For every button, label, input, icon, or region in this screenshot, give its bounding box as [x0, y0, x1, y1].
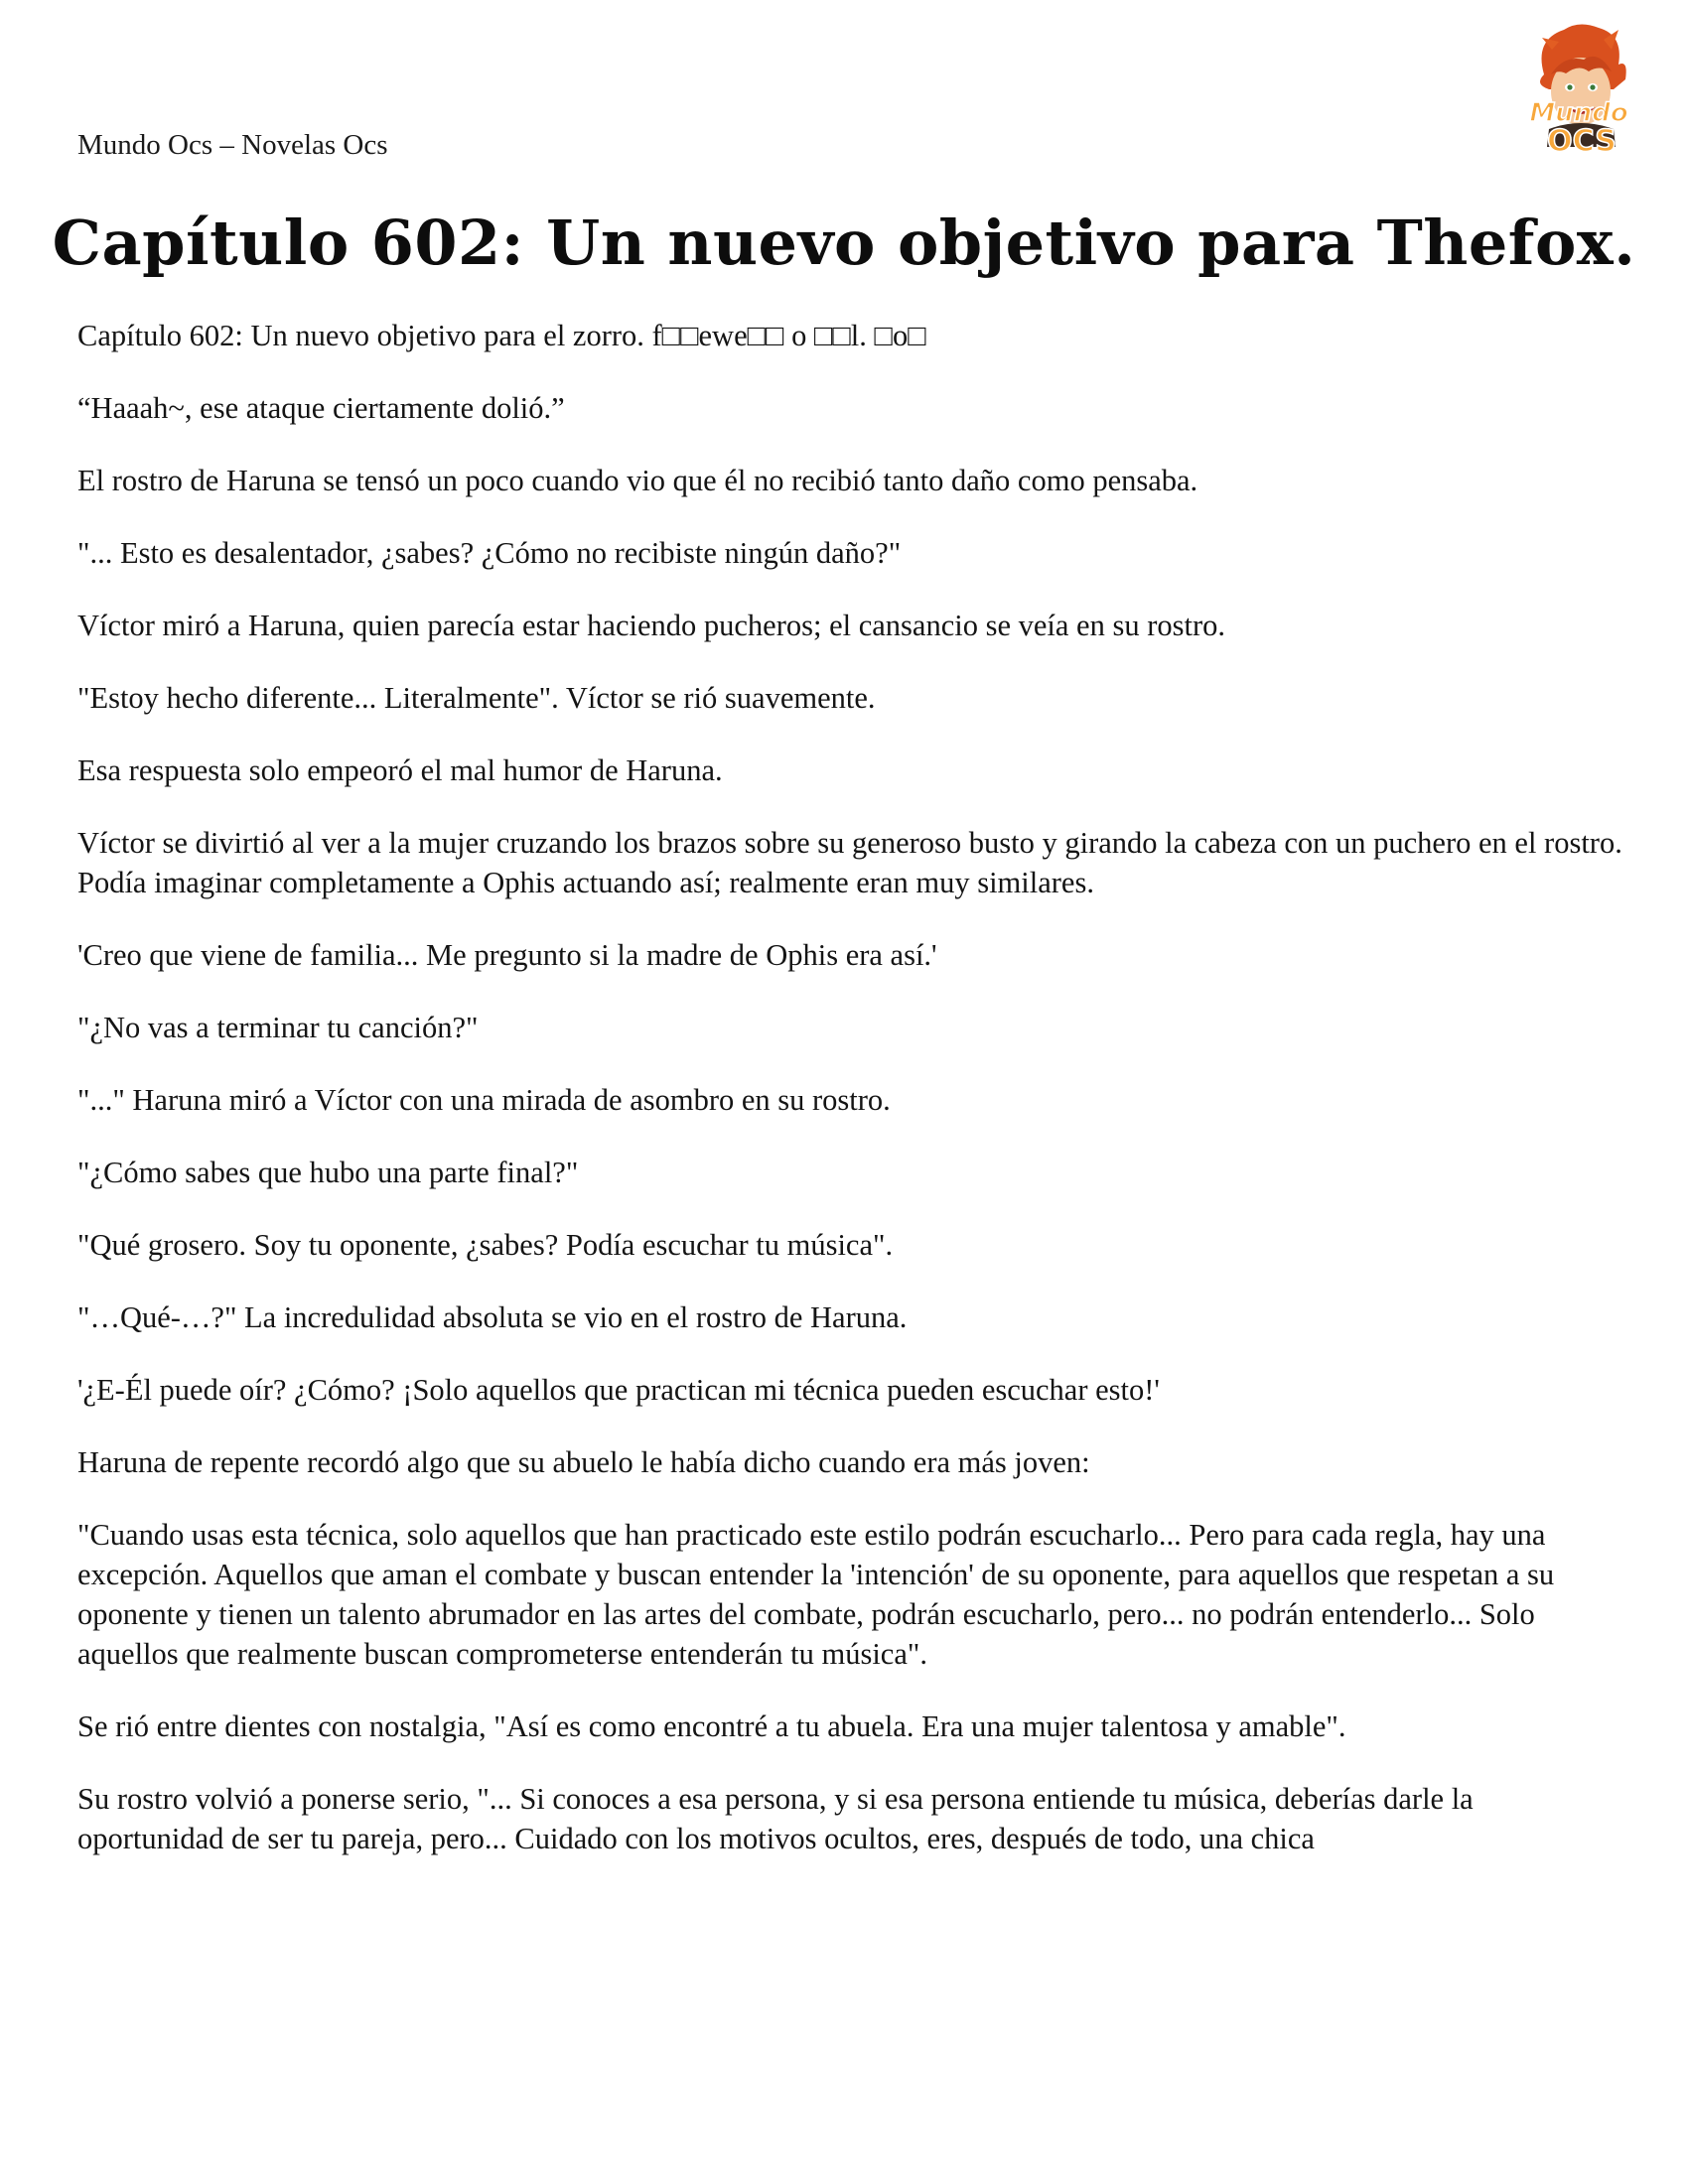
paragraph: 'Creo que viene de familia... Me pregunto si la madre de Ophis era así.' [77, 938, 937, 972]
paragraph: "..." Haruna miró a Víctor con una mirada de asombro en su rostro. [77, 1083, 891, 1117]
paragraph: Su rostro volvió a ponerse serio, "... Si conoces a esa persona, y si esa persona entiende tu música, deberías darle la oportunidad de ser tu pareja, pero... Cuidado con los motivos ocultos, eres, después de todo, una chica [77, 1782, 1474, 1855]
chapter-body [77, 316, 1626, 1891]
paragraph: "¿No vas a terminar tu canción?" [77, 1011, 479, 1044]
paragraph: Capítulo 602: Un nuevo objetivo para el zorro. f□□ewe□□ o □□l. □o□ [77, 319, 926, 352]
paragraph: '¿E-Él puede oír? ¿Cómo? ¡Solo aquellos que practican mi técnica pueden escuchar esto!' [77, 1373, 1160, 1407]
paragraph: Víctor se divirtió al ver a la mujer cruzando los brazos sobre su generoso busto y girando la cabeza con un puchero en el rostro. Podía imaginar completamente a Ophis actuando así; realmente eran muy similares. [77, 826, 1622, 899]
paragraph: “Haaah~, ese ataque ciertamente dolió.” [77, 391, 565, 425]
paragraph: "Cuando usas esta técnica, solo aquellos que han practicado este estilo podrán escucharlo... Pero para cada regla, hay una excepción. Aquellos que aman el combate y buscan entender la 'intención' de su oponente, para aquellos que respetan a su oponente y tienen un talento abrumador en las artes del combate, podrán escucharlo, pero... no podrán entenderlo... Solo aquellos que realmente buscan comprometerse entenderán tu música". [77, 1518, 1555, 1671]
paragraph: "... Esto es desalentador, ¿sabes? ¿Cómo no recibiste ningún daño?" [77, 536, 902, 570]
paragraph: Haruna de repente recordó algo que su abuelo le había dicho cuando era más joven: [77, 1445, 1090, 1479]
paragraph: Se rió entre dientes con nostalgia, "Así es como encontré a tu abuela. Era una mujer talentosa y amable". [77, 1709, 1346, 1743]
paragraph: "…Qué-…?" La incredulidad absoluta se vio en el rostro de Haruna. [77, 1300, 908, 1334]
mundo-ocs-logo [1504, 20, 1653, 169]
logo-text-top: Mundo [1529, 98, 1628, 128]
paragraph: El rostro de Haruna se tensó un poco cuando vio que él no recibió tanto daño como pensaba. [77, 464, 1198, 497]
paragraph: "¿Cómo sabes que hubo una parte final?" [77, 1156, 579, 1189]
paragraph: Esa respuesta solo empeoró el mal humor de Haruna. [77, 753, 723, 787]
chapter-title: Capítulo 602: Un nuevo objetivo para Thefox. [52, 206, 1636, 279]
paragraph: Víctor miró a Haruna, quien parecía estar haciendo pucheros; el cansancio se veía en su rostro. [77, 609, 1225, 642]
logo-text-bottom: OCS [1547, 124, 1617, 159]
paragraph: "Estoy hecho diferente... Literalmente". Víctor se rió suavemente. [77, 681, 876, 715]
site-header: Mundo Ocs – Novelas Ocs [77, 129, 388, 161]
paragraph: "Qué grosero. Soy tu oponente, ¿sabes? Podía escuchar tu música". [77, 1228, 894, 1262]
